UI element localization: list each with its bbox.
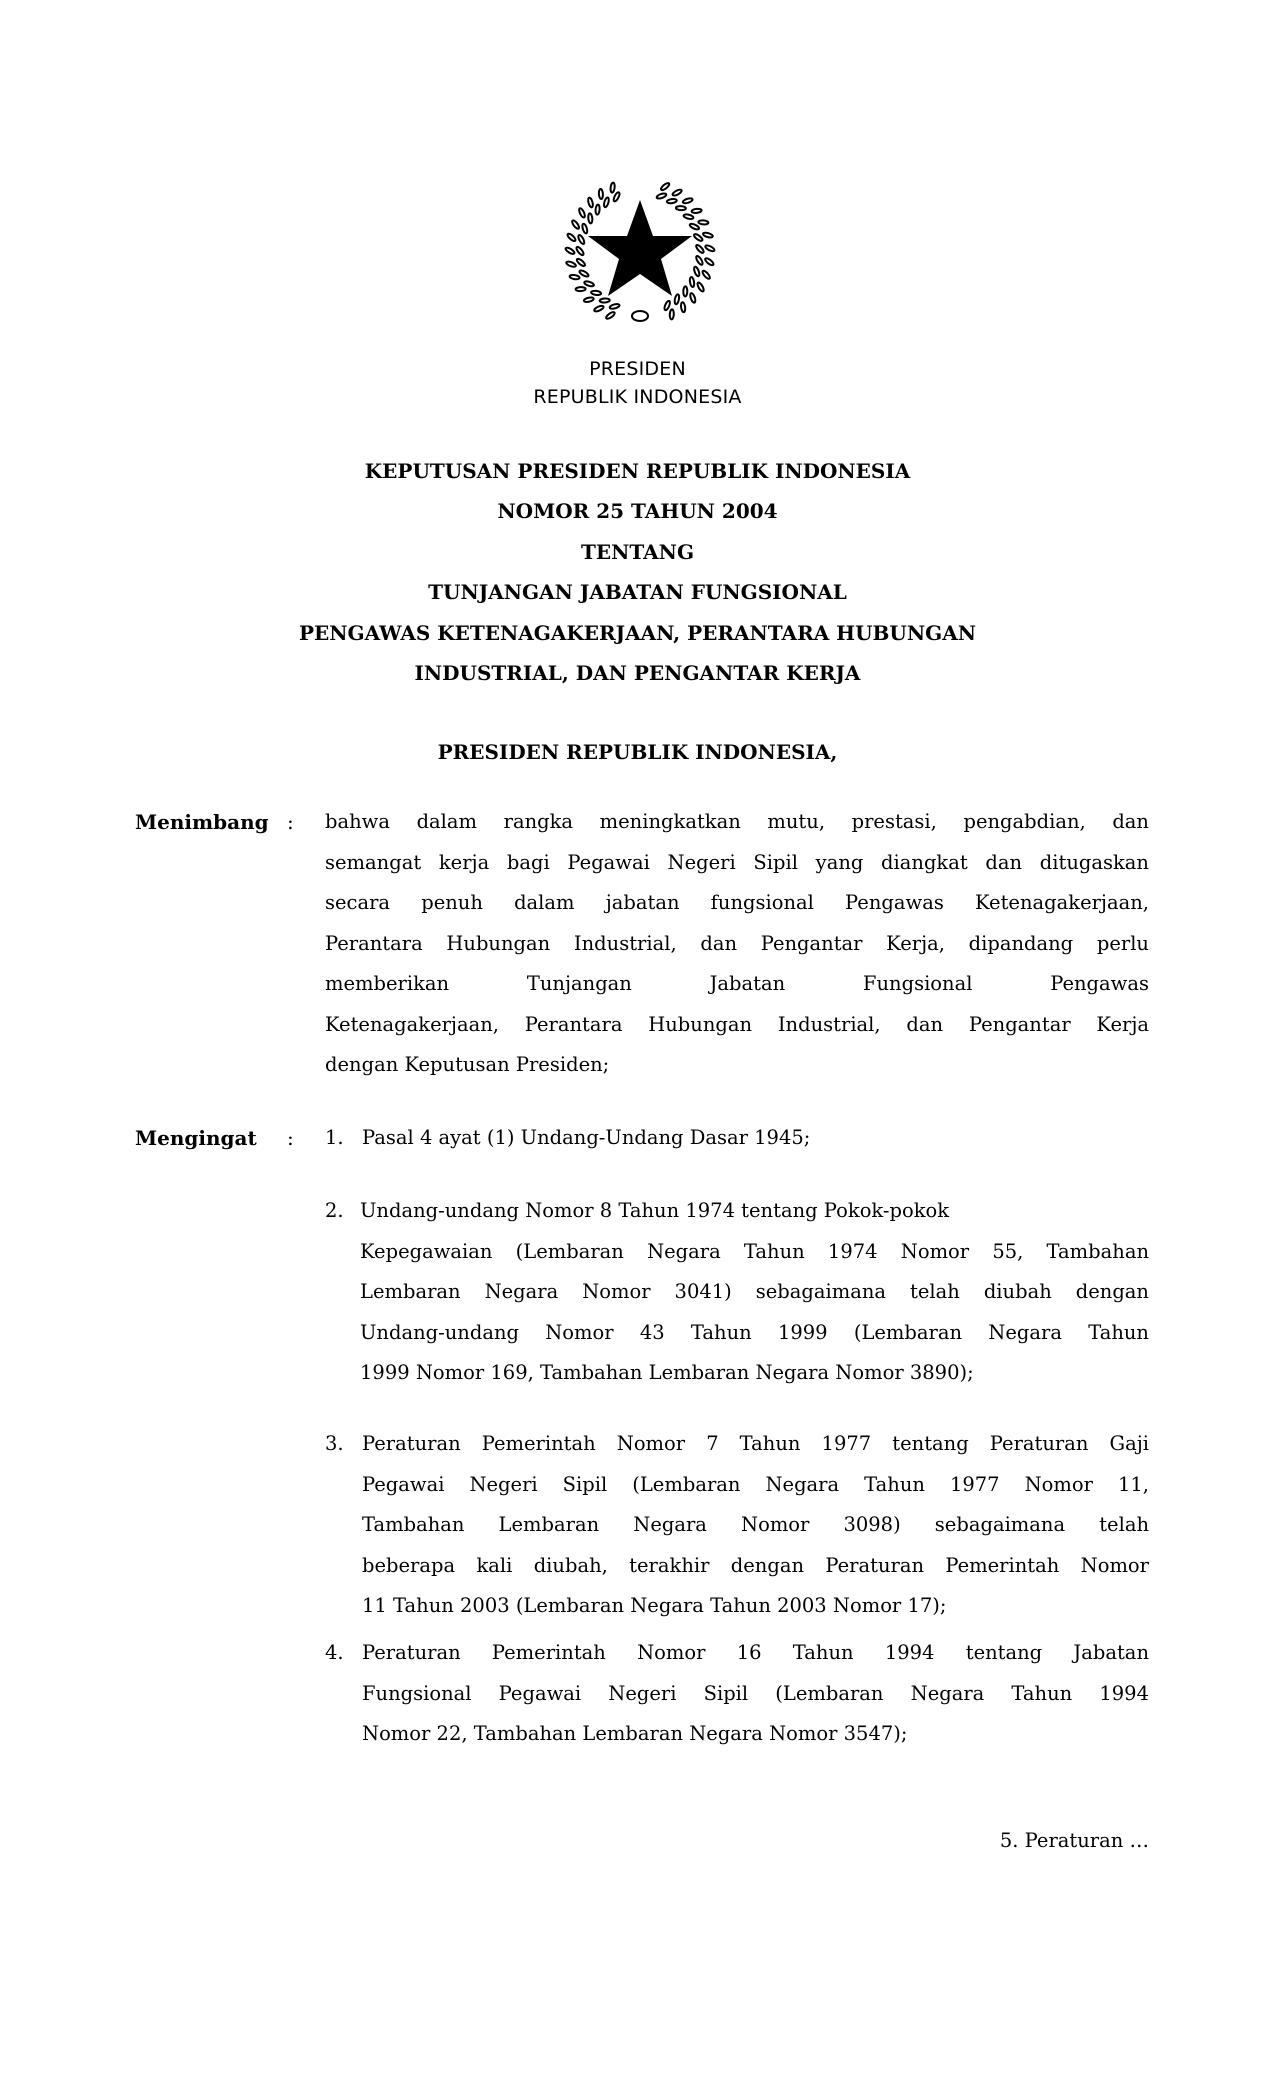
wreath-leaf bbox=[584, 280, 595, 287]
star-icon bbox=[588, 200, 692, 296]
wreath-leaf bbox=[595, 204, 600, 214]
text-line: Undang-undang Nomor 43 Tahun 1999 (Lembaran Negara Tahun bbox=[360, 1320, 1149, 1344]
wreath-leaf bbox=[610, 182, 615, 192]
wreath-leaf bbox=[705, 244, 716, 252]
presidential-emblem bbox=[560, 172, 720, 332]
wreath-leaf bbox=[565, 247, 576, 256]
wreath-leaf bbox=[676, 206, 686, 211]
wreath-leaf bbox=[663, 300, 671, 311]
item-number: 2. bbox=[325, 1199, 344, 1222]
text-line: 11 Tahun 2003 (Lembaran Negara Tahun 2003 Nomor 17); bbox=[362, 1594, 947, 1617]
letterhead-line-1: PRESIDEN bbox=[589, 358, 686, 380]
text-line: semangat kerja bagi Pegawai Negeri Sipil yang diangkat dan ditugaskan bbox=[325, 850, 1149, 874]
title-line: TENTANG bbox=[580, 540, 695, 564]
president-heading: PRESIDEN REPUBLIK INDONESIA, bbox=[437, 740, 838, 764]
mengingat-colon: : bbox=[287, 1126, 294, 1150]
title-line: KEPUTUSAN PRESIDEN REPUBLIK INDONESIA bbox=[364, 459, 911, 483]
wreath-leaf bbox=[667, 198, 677, 203]
text-line: Perantara Hubungan Industrial, dan Pengantar Kerja, dipandang perlu bbox=[325, 931, 1149, 955]
wreath-leaf bbox=[689, 223, 700, 231]
title-line: TUNJANGAN JABATAN FUNGSIONAL bbox=[428, 580, 847, 604]
text-line: Peraturan Pemerintah Nomor 7 Tahun 1977 tentang Peraturan Gaji bbox=[362, 1432, 1149, 1455]
wreath-leaf bbox=[682, 197, 693, 204]
text-line: Ketenagakerjaan, Perantara Hubungan Industrial, dan Pengantar Kerja bbox=[325, 1012, 1149, 1036]
wreath-leaf bbox=[575, 246, 584, 256]
item-number: 1. bbox=[325, 1126, 344, 1149]
wreath-leaf bbox=[691, 208, 701, 213]
wreath-leaf bbox=[683, 214, 694, 220]
text-line: beberapa kali diubah, terakhir dengan Peraturan Pemerintah Nomor bbox=[362, 1553, 1149, 1577]
wreath-leaf bbox=[571, 219, 580, 229]
text-line: Undang-undang Nomor 8 Tahun 1974 tentang Pokok-pokok bbox=[360, 1199, 950, 1222]
wreath-leaf bbox=[672, 188, 683, 196]
text-line: 1999 Nomor 169, Tambahan Lembaran Negara Nomor 3890); bbox=[360, 1361, 974, 1384]
item-number: 3. bbox=[325, 1432, 344, 1455]
wreath-leaf bbox=[701, 270, 711, 280]
wreath-leaf bbox=[578, 208, 586, 219]
wreath-leaf bbox=[583, 297, 594, 303]
wreath-leaf bbox=[689, 293, 696, 304]
text-line: Tambahan Lembaran Negara Nomor 3098) sebagaimana telah bbox=[362, 1513, 1149, 1536]
wreath-leaf bbox=[680, 302, 685, 312]
wreath-leaf bbox=[600, 298, 610, 303]
menimbang-label: Menimbang bbox=[135, 810, 269, 834]
page-continuation: 5. Peraturan … bbox=[999, 1829, 1149, 1852]
wreath-leaf bbox=[703, 232, 714, 239]
text-line: Lembaran Negara Nomor 3041) sebagaimana telah diubah dengan bbox=[360, 1280, 1149, 1303]
text-line: bahwa dalam rangka meningkatkan mutu, prestasi, pengabdian, dan bbox=[325, 810, 1149, 833]
wreath-leaf bbox=[566, 233, 576, 243]
wreath-leaf bbox=[581, 223, 588, 234]
wreath-leaf bbox=[605, 311, 615, 320]
wreath-leaf bbox=[599, 189, 604, 199]
wreath-leaf bbox=[695, 255, 704, 266]
wreath-leaf bbox=[693, 266, 700, 277]
item-number: 4. bbox=[325, 1641, 344, 1664]
wreath-leaf bbox=[587, 197, 593, 208]
wreath-leaf bbox=[566, 261, 577, 268]
wreath-leaf bbox=[594, 305, 605, 313]
text-line: Nomor 22, Tambahan Lembaran Negara Nomor 3547); bbox=[362, 1722, 908, 1745]
wreath-leaf bbox=[576, 258, 586, 267]
text-line: Peraturan Pemerintah Nomor 16 Tahun 1994 tentang Jabatan bbox=[362, 1641, 1149, 1664]
mengingat-label: Mengingat bbox=[135, 1126, 257, 1150]
wreath-leaf bbox=[704, 257, 714, 266]
wreath-leaf bbox=[603, 197, 610, 208]
wreath-leaf bbox=[613, 191, 621, 202]
wreath-leaf bbox=[660, 182, 670, 191]
text-line: memberikan Tunjangan Jabatan Fungsional Pengawas bbox=[325, 972, 1149, 995]
text-line: dengan Keputusan Presiden; bbox=[325, 1053, 610, 1076]
wreath-leaf bbox=[579, 269, 590, 277]
wreath-leaf bbox=[674, 294, 680, 305]
wreath-leaf bbox=[683, 286, 687, 296]
menimbang-colon: : bbox=[287, 810, 294, 834]
text-line: Pasal 4 ayat (1) Undang-Undang Dasar 1945; bbox=[362, 1126, 811, 1149]
wreath-leaf bbox=[670, 309, 675, 319]
wreath-leaf bbox=[696, 282, 704, 293]
wreath-leaf bbox=[569, 274, 580, 280]
title-line: NOMOR 25 TAHUN 2004 bbox=[497, 499, 778, 523]
wreath-leaf bbox=[695, 244, 705, 254]
wreath-leaf bbox=[576, 287, 586, 291]
letterhead-line-2: REPUBLIK INDONESIA bbox=[533, 386, 742, 408]
text-line: Pegawai Negeri Sipil (Lembaran Negara Tahun 1977 Nomor 11, bbox=[362, 1472, 1149, 1496]
wreath-leaf bbox=[591, 290, 601, 295]
wreath-leaf bbox=[656, 192, 667, 199]
wreath-leaf bbox=[689, 277, 695, 288]
wreath-leaf bbox=[698, 220, 708, 225]
title-line: PENGAWAS KETENAGAKERJAAN, PERANTARA HUBUNGAN bbox=[298, 621, 977, 645]
wreath-leaf bbox=[577, 234, 585, 245]
menimbang-text bbox=[325, 802, 1149, 1086]
text-line: secara penuh dalam jabatan fungsional Pengawas Ketenagakerjaan, bbox=[325, 891, 1149, 914]
wreath-leaf bbox=[588, 213, 593, 223]
wreath-leaf bbox=[609, 303, 620, 309]
title-line: INDUSTRIAL, DAN PENGANTAR KERJA bbox=[414, 661, 861, 685]
text-line: Fungsional Pegawai Negeri Sipil (Lembaran Negara Tahun 1994 bbox=[362, 1681, 1149, 1705]
text-line: Kepegawaian (Lembaran Negara Tahun 1974 Nomor 55, Tambahan bbox=[360, 1239, 1149, 1263]
wreath-leaf bbox=[693, 233, 703, 242]
